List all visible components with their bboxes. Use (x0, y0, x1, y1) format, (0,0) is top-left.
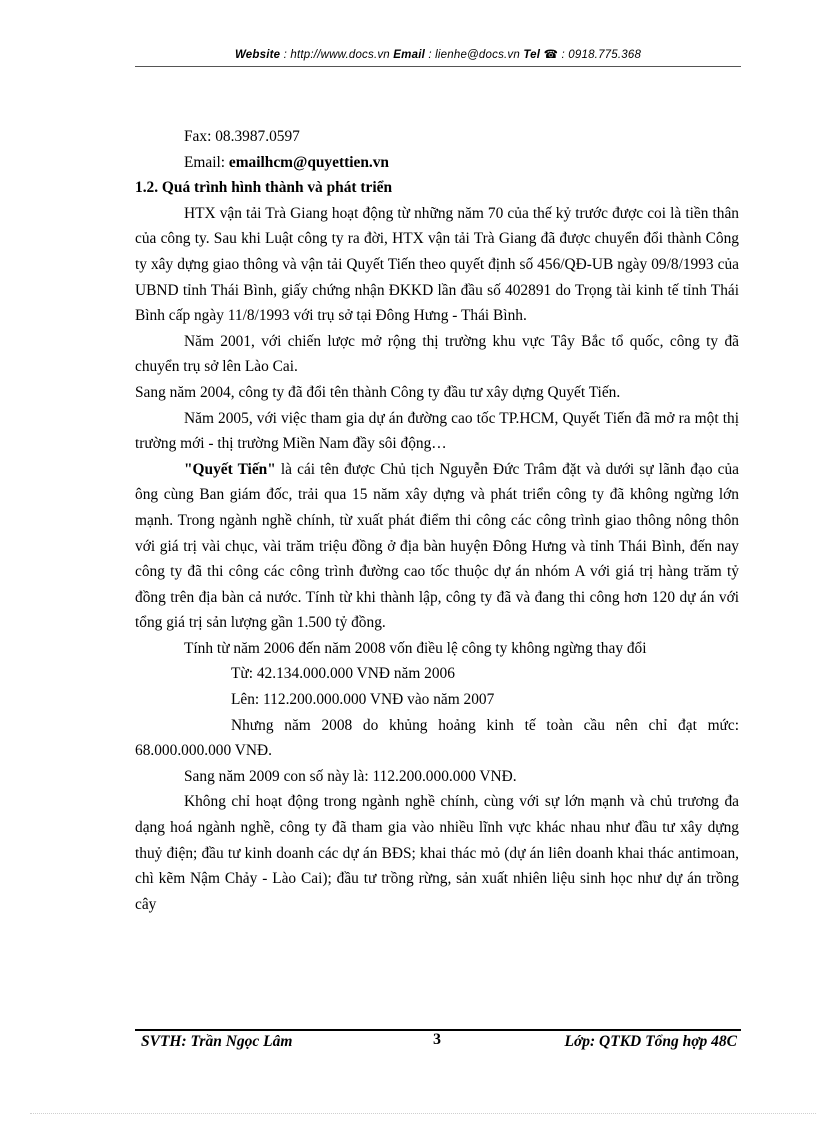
company-name: "Quyết Tiến" (184, 460, 276, 478)
capital-2009: Sang năm 2009 con số này là: 112.200.000.000 VNĐ. (184, 767, 517, 785)
paragraph-history: HTX vận tải Trà Giang hoạt động từ những năm 70 của thế kỷ trước được coi là tiền thân của công ty. Sau khi Luật công ty ra đời, HTX vận tải Trà Giang đã được chuyển đổi thành Công ty xây dựng giao thông và vận tải Quyết Tiến theo quyết định số 456/QĐ-UB ngày 09/8/1993 của UBND tỉnh Thái Bình, giấy chứng nhận ĐKKD lần đầu số 402891 do Trọng tài kinh tế tỉnh Thái Bình cấp ngày 11/8/1993 với trụ sở tại Đông Hưng - Thái Bình. (135, 204, 739, 325)
phone-icon: ☎ (543, 49, 559, 61)
page-footer (135, 1033, 741, 1057)
page-number: 3 (433, 1031, 441, 1048)
paragraph-2004: Sang năm 2004, công ty đã đổi tên thành Công ty đầu tư xây dựng Quyết Tiến. (135, 383, 621, 401)
fax-line: Fax: 08.3987.0597 (184, 128, 300, 145)
website-value[interactable]: : http://www.docs.vn (280, 49, 394, 61)
capital-2006: Từ: 42.134.000.000 VNĐ năm 2006 (231, 665, 455, 683)
website-label: Website (234, 49, 281, 61)
page-bottom-border (30, 1113, 816, 1114)
capital-2007: Lên: 112.200.000.000 VNĐ vào năm 2007 (231, 691, 495, 709)
paragraph-2001: Năm 2001, với chiến lược mở rộng thị trường khu vực Tây Bắc tổ quốc, công ty đã chuyển trụ sở lên Lào Cai. (135, 332, 739, 376)
section-heading: 1.2. Quá trình hình thành và phát triển (135, 179, 393, 197)
footer-student: SVTH: Trần Ngọc Lâm (141, 1033, 293, 1050)
page-header (135, 47, 741, 61)
tel-value: : 0918.775.368 (558, 49, 642, 61)
header-divider (135, 66, 741, 67)
paragraph-quyet-tien-text: là cái tên được Chủ tịch Nguyễn Đức Trâm đặt và dưới sự lãnh đạo của ông cùng Ban giám đốc, trải qua 15 năm xây dựng và phát triển công ty đã không ngừng lớn mạnh. Trong ngành nghề chính, từ xuất phát điểm thi công các công trình giao thông nông thôn với giá trị vài chục, vài trăm triệu đồng ở địa bàn huyện Đông Hưng và tỉnh Thái Bình, đến nay công ty đã thi công các công trình đường cao tốc thuộc dự án nhóm A với giá trị hàng trăm tỷ đồng trên địa bàn cả nước. Tính từ khi thành lập, công ty đã và đang thi công hơn 120 dự án với tổng giá trị sản lượng gần 1.500 tỷ đồng. (135, 460, 739, 632)
email-line (135, 150, 739, 176)
footer-class: Lớp: QTKD Tổng hợp 48C (564, 1033, 737, 1050)
paragraph-2005: Năm 2005, với việc tham gia dự án đường cao tốc TP.HCM, Quyết Tiến đã mở ra một thị trường mới - thị trường Miền Nam đầy sôi động… (135, 409, 739, 453)
tel-label: Tel (523, 49, 541, 61)
paragraph-diversification: Không chỉ hoạt động trong ngành nghề chính, cùng với sự lớn mạnh và chủ trương đa dạng hoá ngành nghề, công ty đã tham gia vào nhiều lĩnh vực khác nhau như đầu tư xây dựng thuỷ điện; đầu tư kinh doanh các dự án BĐS; khai thác mỏ (dự án liên doanh khai thác antimoan, chì kẽm Nậm Chảy - Lào Cai); đầu tư trồng rừng, sản xuất nhiên liệu sinh học như dự án trồng cây (135, 793, 739, 913)
email-label: Email (393, 49, 425, 61)
email-prefix: Email: (184, 153, 229, 171)
company-email: emailhcm@quyettien.vn (228, 153, 389, 171)
document-body (135, 124, 739, 917)
email-value[interactable]: : lienhe@docs.vn (424, 49, 524, 61)
paragraph-capital-intro: Tính từ năm 2006 đến năm 2008 vốn điều lệ công ty không ngừng thay đổi (184, 639, 647, 657)
capital-2008: Nhưng năm 2008 do khủng hoảng kinh tế toàn cầu nên chỉ đạt mức: 68.000.000.000 VNĐ. (135, 716, 739, 760)
paragraph-quyet-tien (135, 457, 739, 636)
